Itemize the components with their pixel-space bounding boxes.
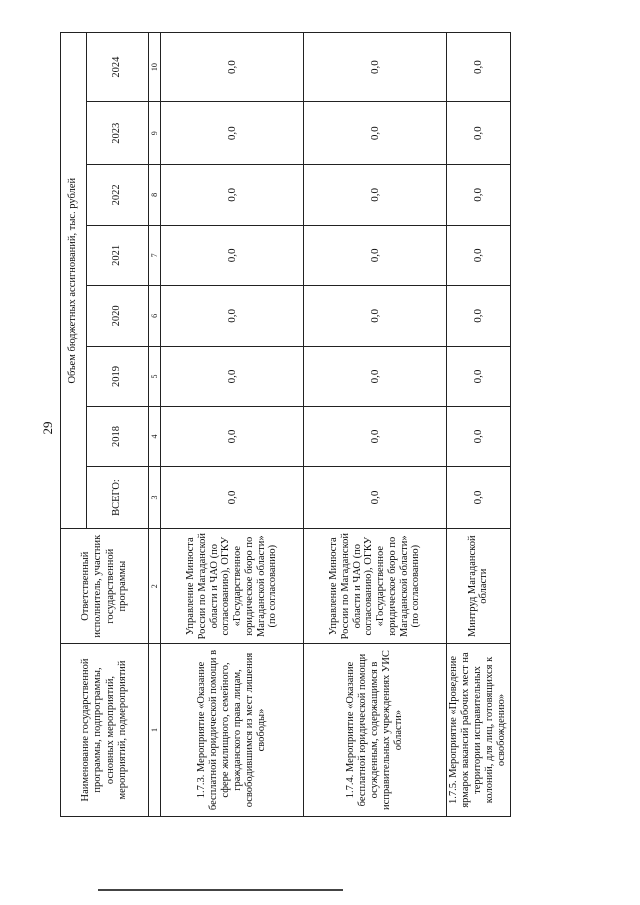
row-value: 0,0 (161, 225, 304, 286)
row-value: 0,0 (304, 102, 447, 165)
header-year: 2023 (87, 102, 149, 165)
row-value: 0,0 (304, 225, 447, 286)
row-value-total: 0,0 (304, 466, 447, 529)
row-value: 0,0 (447, 165, 510, 226)
row-value: 0,0 (161, 165, 304, 226)
column-index: 10 (149, 33, 161, 102)
row-value-total: 0,0 (161, 466, 304, 529)
row-value: 0,0 (304, 33, 447, 102)
column-index: 3 (149, 466, 161, 529)
table-row (161, 33, 304, 817)
header-year: 2019 (87, 346, 149, 407)
header-total: ВСЕГО: (87, 466, 149, 529)
row-name: 1.7.5. Мероприятие «Проведение ярмарок вакансий рабочих мест на территории исправительных колоний, для лиц, готовящихся к освобождению» (447, 644, 510, 817)
row-executor: Управление Минюста России по Магаданской области и ЧАО (по согласованию), ОГКУ «Государственное юридическое бюро по Магаданской области» (по согласованию) (304, 529, 447, 644)
header-year: 2021 (87, 225, 149, 286)
row-value: 0,0 (447, 346, 510, 407)
header-year: 2024 (87, 33, 149, 102)
header-name: Наименование государственной программы, подпрограммы, основных мероприятий, мероприятий, подмероприятий (61, 644, 149, 817)
column-index: 6 (149, 286, 161, 347)
column-index: 8 (149, 165, 161, 226)
row-value: 0,0 (161, 286, 304, 347)
row-value: 0,0 (304, 346, 447, 407)
row-value: 0,0 (304, 165, 447, 226)
row-value: 0,0 (447, 225, 510, 286)
rotated-table-content (60, 32, 508, 817)
row-name: 1.7.4. Мероприятие «Оказание бесплатной юридической помощи осужденным, содержащимся в исправительных учреждениях УИС области» (304, 644, 447, 817)
column-index: 7 (149, 225, 161, 286)
row-name: 1.7.3. Мероприятие «Оказание бесплатной юридической помощи в сфере жилищного, семейного, гражданского права лицам, освободившимся из мест лишения свободы» (161, 644, 304, 817)
header-budget-group: Объем бюджетных ассигнований, тыс. рублей (61, 33, 87, 529)
row-value: 0,0 (161, 346, 304, 407)
column-index: 5 (149, 346, 161, 407)
table-row (447, 33, 510, 817)
row-value-total: 0,0 (447, 466, 510, 529)
row-value: 0,0 (447, 407, 510, 466)
row-executor: Управление Минюста России по Магаданской области и ЧАО (по согласованию), ОГКУ «Государственное юридическое бюро по Магаданской области» (по согласованию) (161, 529, 304, 644)
row-value: 0,0 (447, 33, 510, 102)
row-executor: Минтруд Магаданской области (447, 529, 510, 644)
row-value: 0,0 (304, 286, 447, 347)
column-index: 2 (149, 529, 161, 644)
page-number: 29 (40, 421, 55, 435)
budget-table (60, 32, 511, 817)
header-executor: Ответственный исполнитель, участник государственной программы (61, 529, 149, 644)
header-year: 2018 (87, 407, 149, 466)
rotated-table-frame (60, 32, 508, 817)
row-value: 0,0 (447, 102, 510, 165)
row-value: 0,0 (304, 407, 447, 466)
row-value: 0,0 (447, 286, 510, 347)
table-row (304, 33, 447, 817)
scan-edge-line (98, 889, 343, 891)
row-value: 0,0 (161, 102, 304, 165)
row-value: 0,0 (161, 33, 304, 102)
column-index: 9 (149, 102, 161, 165)
header-year: 2022 (87, 165, 149, 226)
row-value: 0,0 (161, 407, 304, 466)
column-index: 1 (149, 644, 161, 817)
header-year: 2020 (87, 286, 149, 347)
column-index: 4 (149, 407, 161, 466)
